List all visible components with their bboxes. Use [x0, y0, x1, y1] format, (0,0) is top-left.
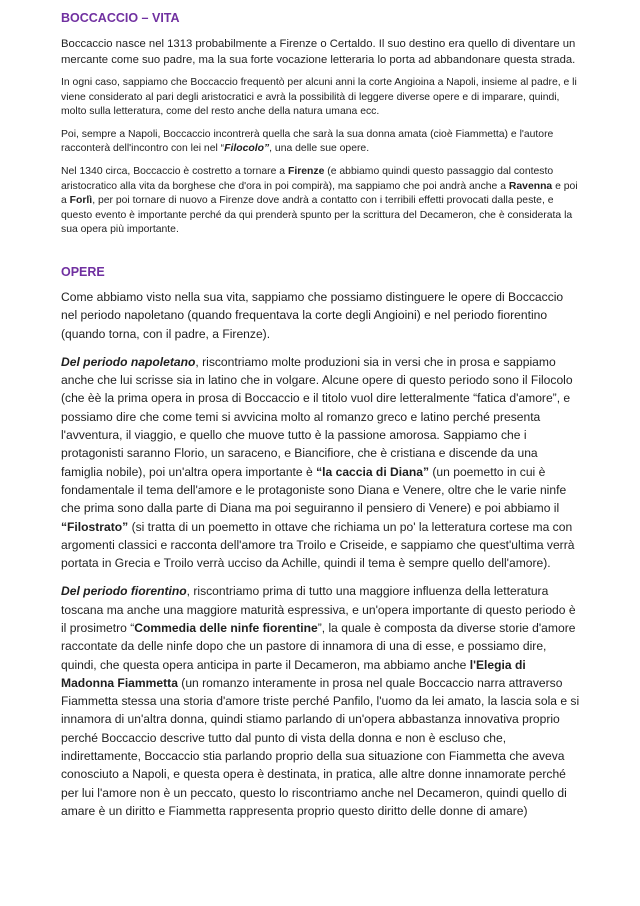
- text-run: , una delle sue opere.: [269, 143, 370, 155]
- vita-paragraph-2: In ogni caso, sappiamo che Boccaccio frequentò per alcuni anni la corte Angioina a Napoli, insieme al padre, e li viene considerato al pari degli aristocratici e avrà la possibilità di leggere diverse opere e di imparare, quindi, molto sulla letteratura, come del resto anche della natura umana ecc.: [61, 77, 577, 118]
- opere-paragraph-napoletano: [61, 353, 582, 573]
- period-napoletano-label: Del periodo napoletano: [61, 354, 196, 369]
- text-run: , per poi tornare di nuovo a Firenze dove andrà a contatto con i terribili effetti provocati dalla peste, e questo evento è importante perché da qui prenderà spunto per la scrittura del Decameron, che è considerata la sua opera più importante.: [61, 195, 573, 236]
- text-run: , riscontriamo prima di tutto una maggiore influenza della letteratura toscana ma anche una maggiore maturità espressiva, e un'opera importante di questo periodo è il prosimetro “: [61, 584, 576, 635]
- opere-paragraph-fiorentino: [61, 582, 582, 820]
- text-run: Nel 1340 circa, Boccaccio è costretto a tornare a: [61, 165, 288, 177]
- text-run: (si tratta di un poemetto in ottave che richiama un po' la letteratura cortese ma con argomenti classici e racconta dell'amore tra Troilo e Criseide, e sappiamo che quest'ultima verrà portata in Grecia e Troilo verrà ucciso da Achille, quindi il tema è sempre quello dell'amore).: [61, 519, 575, 571]
- opere-paragraph-1: Come abbiamo visto nella sua vita, sappiamo che possiamo distinguere le opere di Boccaccio nel periodo napoletano (quando frequentava la corte degli Angioini) e nel periodo fiorentino (quando torna, con il padre, a Firenze).: [61, 289, 564, 341]
- work-title-elegia-fiammetta: l'Elegia di Madonna Fiammetta: [61, 657, 526, 690]
- work-title-filocolo: Filocolo”: [224, 143, 270, 155]
- place-firenze: Firenze: [287, 165, 325, 177]
- place-forli: Forlì: [69, 195, 93, 207]
- text-run: e poi a: [61, 180, 578, 207]
- work-title-caccia-di-diana: “la caccia di Diana”: [316, 464, 430, 479]
- section-heading-opere: OPERE: [61, 264, 105, 279]
- text-run: , riscontriamo molte produzioni sia in versi che in prosa e sappiamo anche che lui scrisse sia in latino che in volgare. Alcune opere di questo periodo sono il Filocolo (che èè la prima opera in prosa di Boccaccio e il titolo vuol dire letteralmente “fatica d'amore”, e possiamo dire che come temi si avvicina molto al romanzo greco e latino perché presenta l'avventura, il viaggio, e quello che muove tutto è la passione amorosa. Sappiamo che i protagonisti saranno Florio, un saraceno, e Biancifiore, che è cristiana e discende da una famiglia nobile), poi un'altra opera importante è: [61, 354, 573, 479]
- text-run: (un romanzo interamente in prosa nel quale Boccaccio narra attraverso Fiammetta stessa una storia d'amore triste perché Panfilo, l'uomo da lei amato, la lascia sola e si innamora di un'altra donna, quindi stiamo parlando di un'opera abbastanza innovativa proprio perché Boccaccio descrive tutto dal punto di vista della donna e non è escluso che, indirettamente, Boccaccio stia parlando proprio della sua situazione con Fiammetta che aveva conosciuto a Napoli, e questa opera è destinata, in pratica, alle altre donne innamorate perché per lui l'amore non è un peccato, questo lo riscontriamo anche nel Decameron, quindi quello di amare è un diritto e Fiammetta rappresenta proprio questo diritto delle donne di amare): [61, 675, 580, 818]
- section-heading-vita: BOCCACCIO – VITA: [61, 11, 180, 25]
- text-run: ”, la quale è composta da diverse storie d'amore raccontate da delle ninfe dopo che un pastore di innamora di una di esse, e possiamo dire, quindi, che questa opera anticipa in parte il Decameron, ma abbiamo anche: [61, 620, 576, 672]
- text-run: (e abbiamo quindi questo passaggio dal contesto aristocratico alla vita da borghese che d'ora in poi compirà), ma sappiamo che poi andrà anche a: [61, 165, 554, 192]
- text-run: (un poemetto in cui è fondamentale il tema dell'amore e le protagoniste sono Diana e Venere, oltre che le varie ninfe che prima sono dalla parte di Diana ma poi seguiranno il pensiero di Venere) e poi abbiamo il: [61, 464, 567, 516]
- vita-paragraph-4: [61, 165, 582, 238]
- work-title-commedia-ninfe: Commedia delle ninfe fiorentine: [134, 620, 318, 635]
- place-ravenna: Ravenna: [508, 180, 553, 192]
- text-run: Poi, sempre a Napoli, Boccaccio incontrerà quella che sarà la sua donna amata (cioè Fiammetta) e l'autore racconterà dell'incontro con lei nel “: [61, 128, 554, 155]
- vita-paragraph-1: Boccaccio nasce nel 1313 probabilmente a Firenze o Certaldo. Il suo destino era quello di diventare un mercante come suo padre, ma la sua forte vocazione letteraria lo porta ad abbandonare questa strada.: [61, 38, 576, 66]
- work-title-filostrato: “Filostrato”: [61, 519, 129, 534]
- period-fiorentino-label: Del periodo fiorentino: [61, 584, 187, 599]
- vita-paragraph-3: [61, 128, 582, 157]
